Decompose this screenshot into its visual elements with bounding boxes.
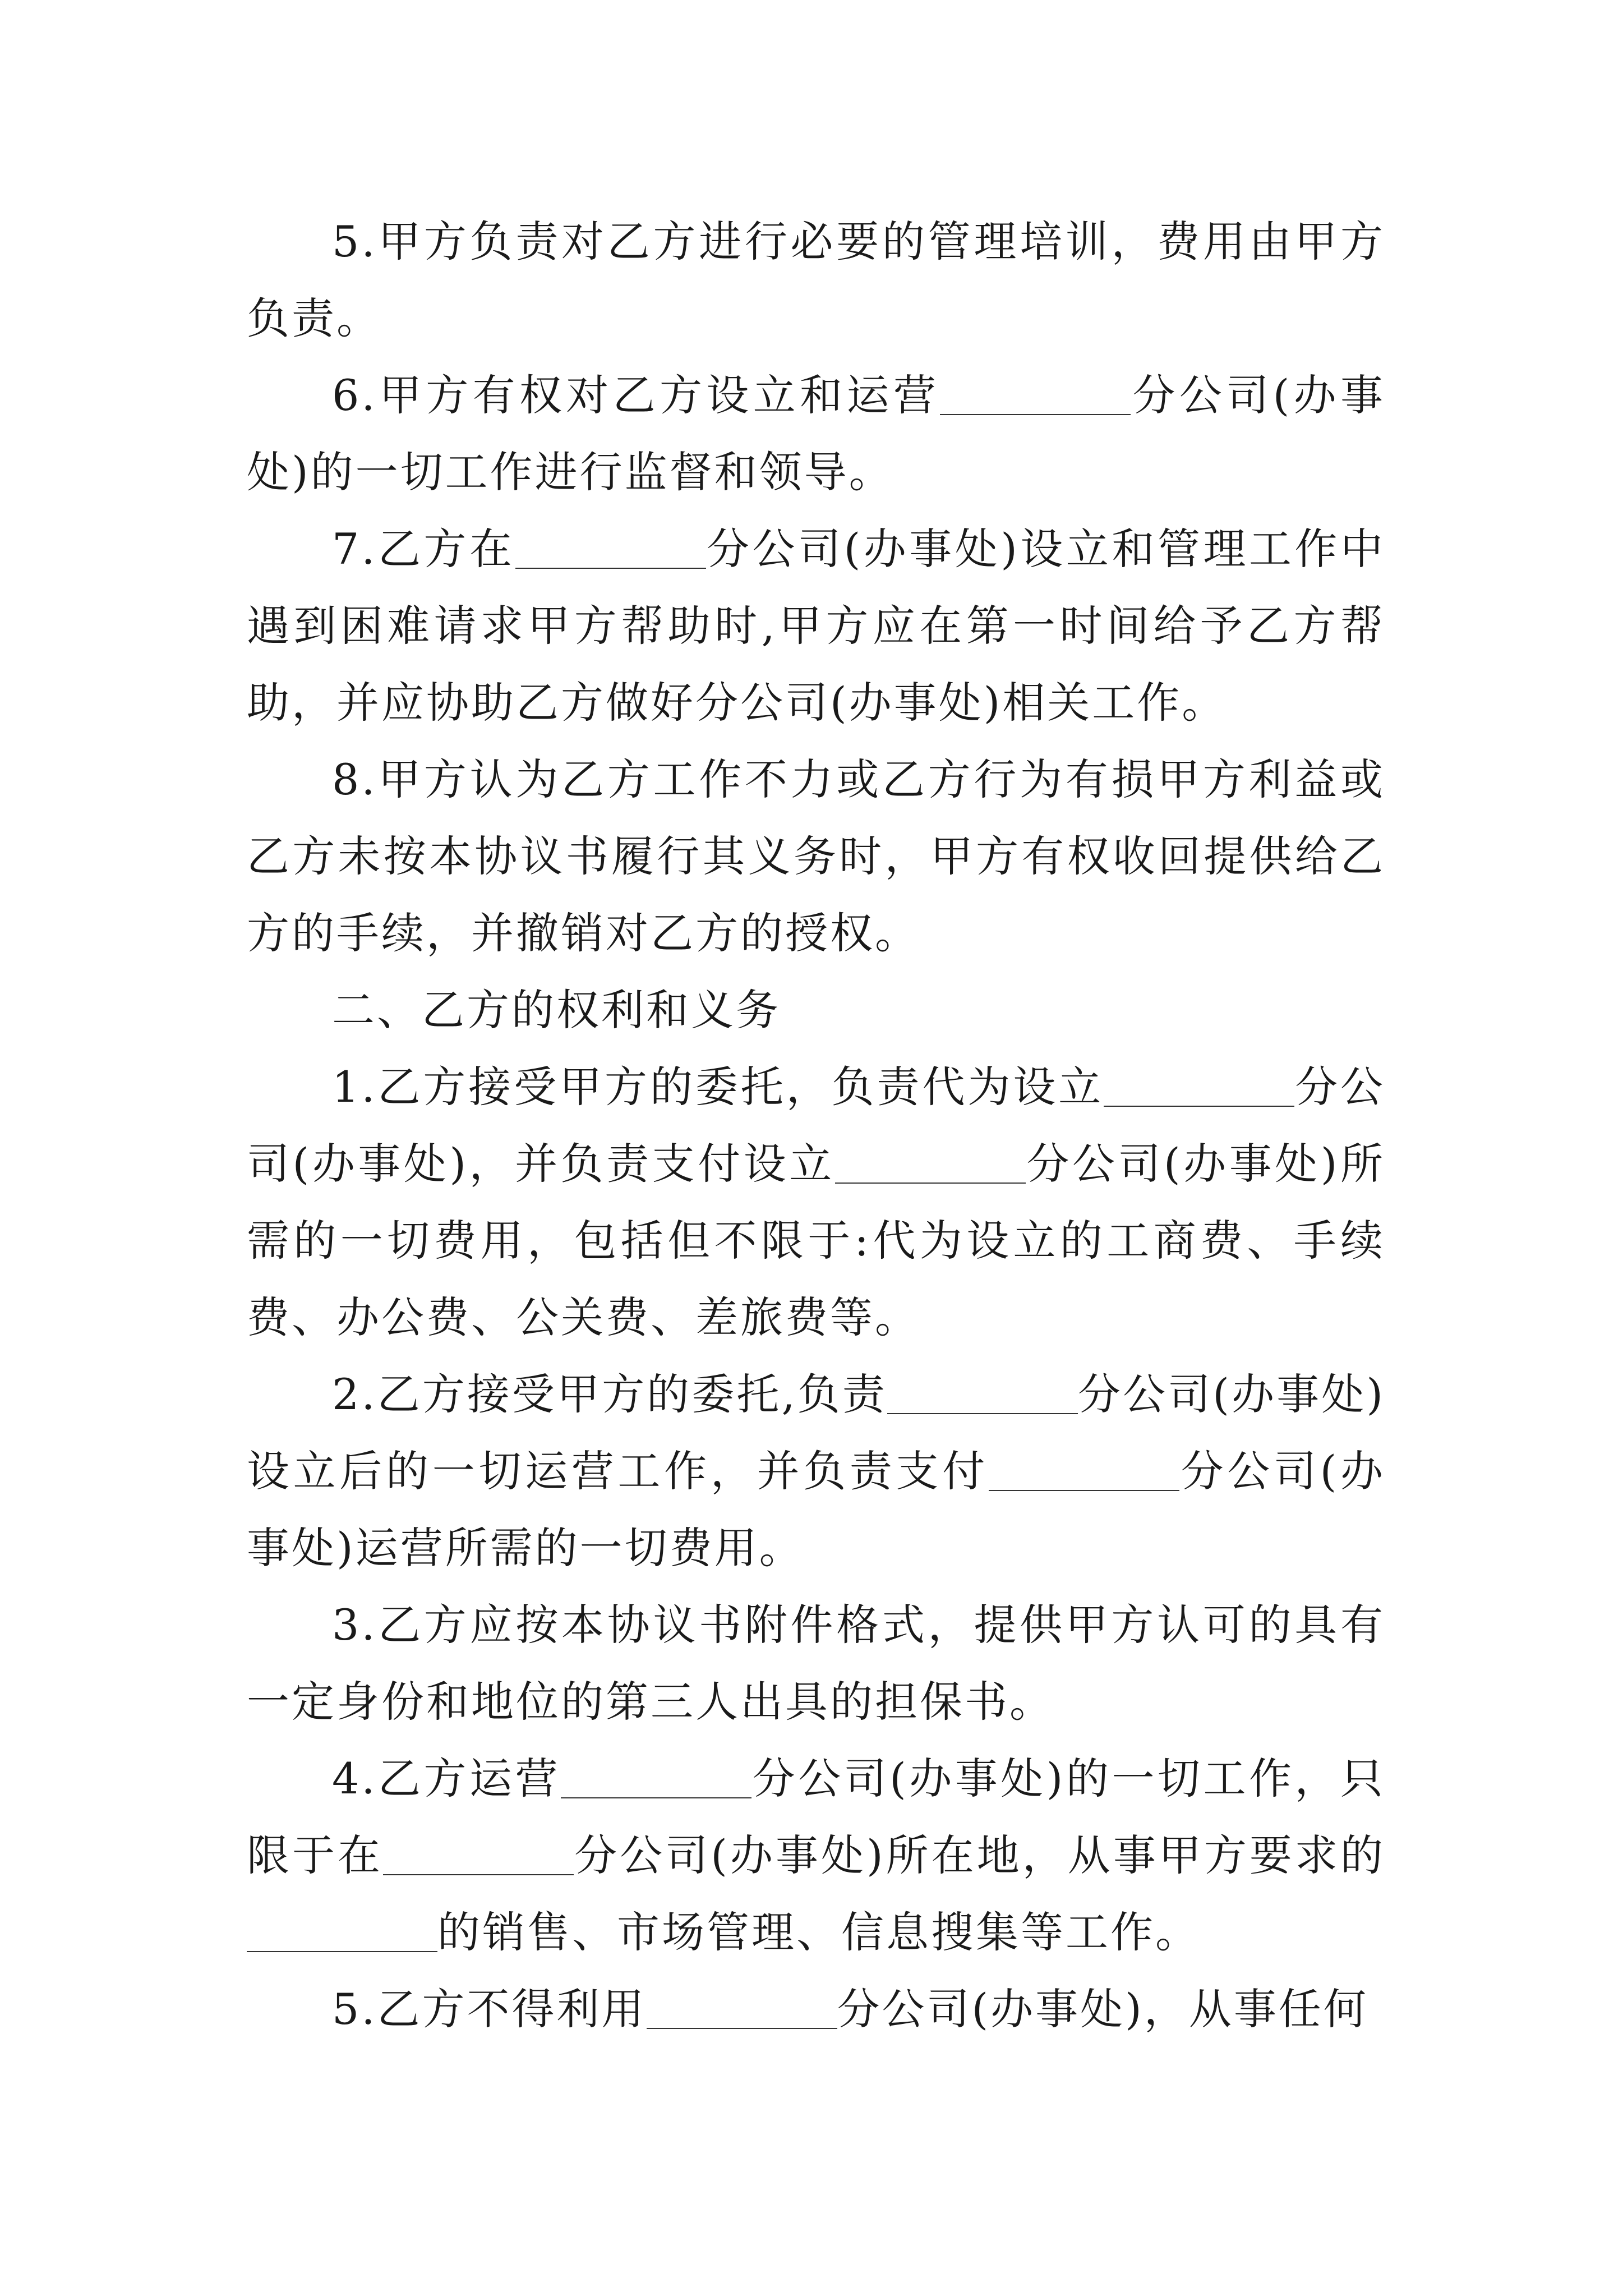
clause-b3 (247, 1586, 1385, 1740)
clause-text: 2.乙方接受甲方的委托,负责 (332, 1369, 887, 1419)
clause-text: 分公司(办事处)所需的一切费用，包括但不限于:代为设立的工商费、手续费、办公费、公关费、差旅费等。 (247, 1139, 1385, 1342)
clause-text: 8.甲方认为乙方工作不力或乙方行为有损甲方利益或乙方未按本协议书履行其义务时，甲方有权收回提供给乙方的手续，并撤销对乙方的授权。 (247, 754, 1385, 958)
clause-a7 (247, 510, 1385, 741)
clause-a8 (247, 741, 1385, 972)
fill-blank[interactable] (887, 1370, 1078, 1414)
clause-b5 (247, 1971, 1385, 2047)
clause-a6 (247, 357, 1385, 510)
clause-text: 的销售、市场管理、信息搜集等工作。 (437, 1907, 1200, 1957)
clause-text: 分公司(办事处)所在地，从事甲方要求的 (574, 1830, 1385, 1880)
fill-blank[interactable] (647, 1985, 837, 2029)
fill-blank[interactable] (515, 525, 706, 569)
clause-text: 分公司(办事处)设立和管理工作中遇到困难请求甲方帮助时,甲方应在第一时间给予乙方帮助，并应协助乙方做好分公司(办事处)相关工作。 (247, 524, 1385, 728)
heading-text: 二、乙方的权利和义务 (332, 985, 781, 1035)
clause-text: 5.乙方不得利用 (332, 1984, 647, 2034)
document-body (247, 203, 1385, 2047)
clause-b2 (247, 1356, 1385, 1586)
clause-text: 1.乙方接受甲方的委托，负责代为设立 (332, 1062, 1104, 1112)
fill-blank[interactable] (561, 1755, 751, 1798)
clause-text: 分公司(办事处)设立后的一切运营工作，并负责支付 (247, 1369, 1385, 1496)
clause-b1 (247, 1048, 1385, 1356)
fill-blank[interactable] (835, 1140, 1026, 1184)
clause-text: 7.乙方在 (332, 524, 515, 574)
clause-b4 (247, 1740, 1385, 1971)
fill-blank[interactable] (989, 1447, 1179, 1491)
clause-text: 4.乙方运营 (332, 1754, 561, 1803)
clause-text: 6.甲方有权对乙方设立和运营 (332, 370, 940, 420)
clause-text: 分公司(办事处)运营所需的一切费用。 (247, 1446, 1386, 1573)
fill-blank[interactable] (247, 1908, 437, 1952)
fill-blank[interactable] (1104, 1063, 1294, 1107)
section-heading-2 (247, 972, 1385, 1048)
clause-text: 5.甲方负责对乙方进行必要的管理培训，费用由甲方负责。 (247, 217, 1385, 343)
fill-blank[interactable] (940, 371, 1131, 415)
fill-blank[interactable] (383, 1832, 574, 1875)
clause-text: 分公司(办事处)，并负责支付设立 (247, 1062, 1385, 1189)
clause-text: 分公司(办事处)的一切工作进行监督和领导。 (247, 370, 1385, 497)
clause-text: 3.乙方应按本协议书附件格式，提供甲方认可的具有一定身份和地位的第三人出具的担保书。 (247, 1600, 1385, 1727)
clause-a5 (247, 203, 1385, 357)
clause-text: 分公司(办事处)的一切工作，只限于在 (247, 1754, 1385, 1880)
clause-text: 分公司(办事处)，从事任何 (837, 1984, 1368, 2034)
